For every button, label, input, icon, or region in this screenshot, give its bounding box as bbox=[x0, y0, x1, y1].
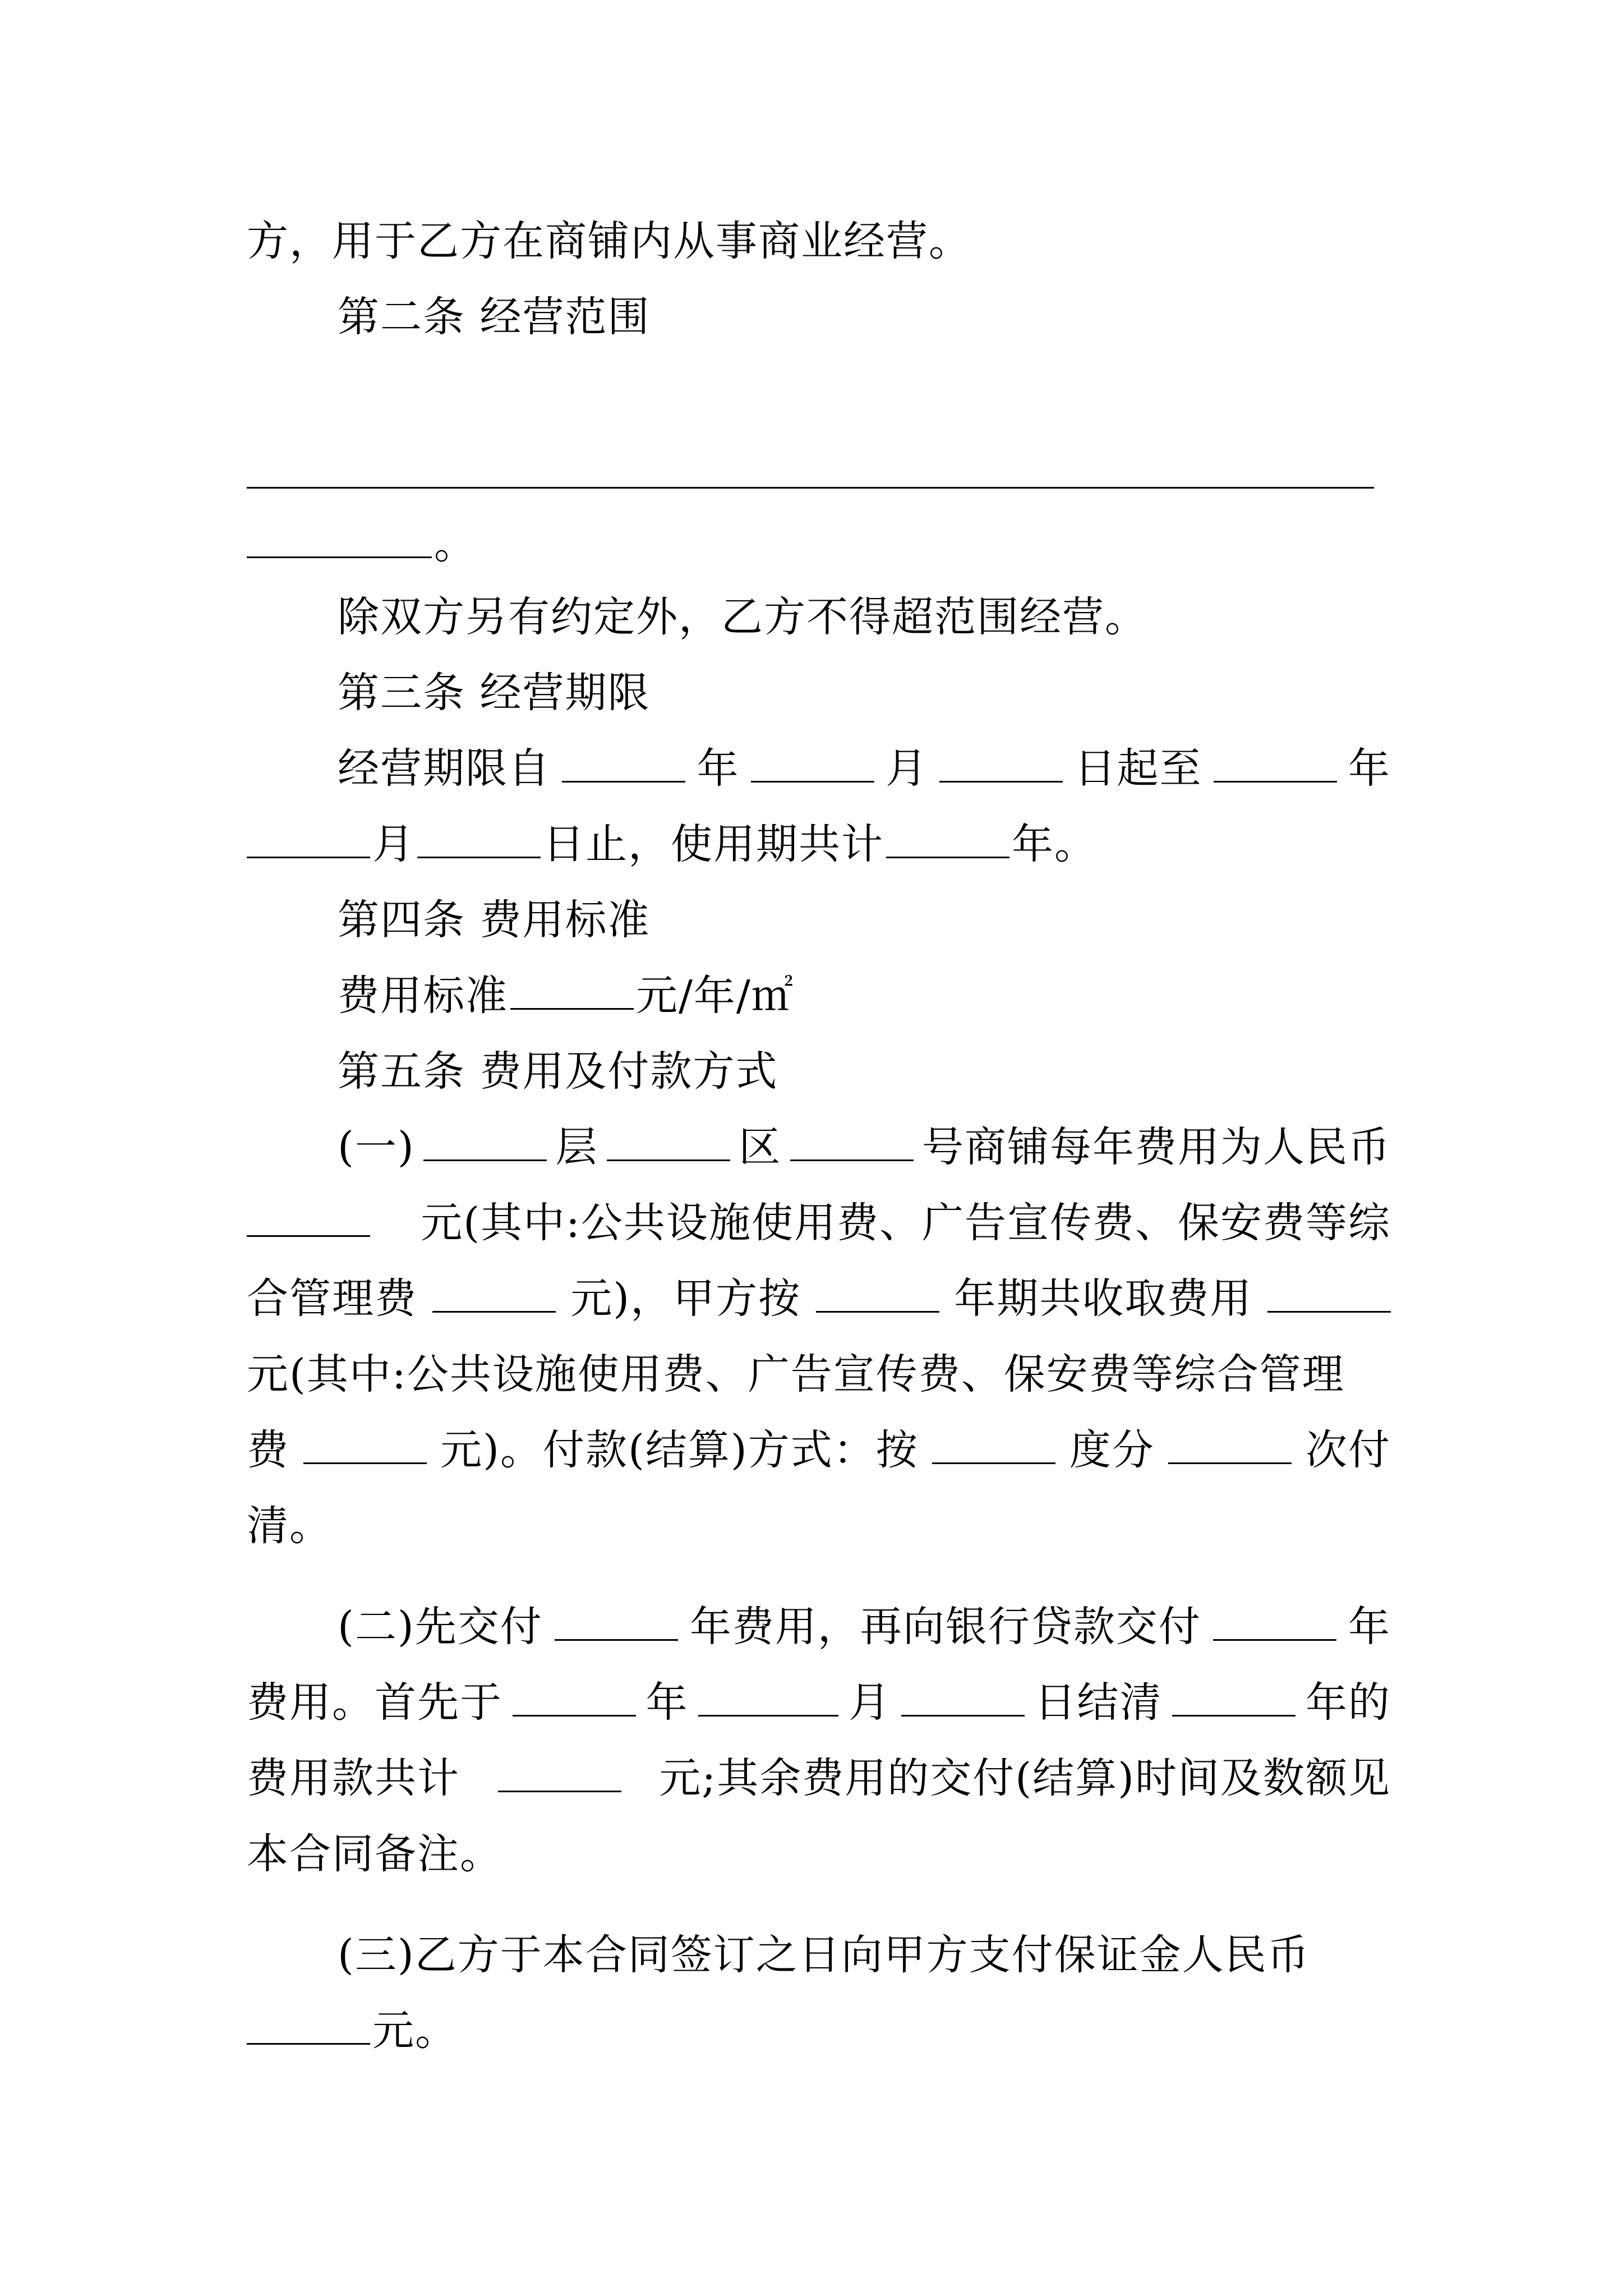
text-line-term-2: 月 日止，使用期共计 年。 bbox=[247, 816, 1391, 872]
blank-field bbox=[423, 1122, 547, 1161]
text-line-clause-3b: 元。 bbox=[247, 2003, 1391, 2059]
text-line-clause-2c: 费用款共计 元;其余费用的交付(结算)时间及数额见 bbox=[247, 1754, 1391, 1802]
blank-field bbox=[886, 819, 1009, 858]
blank-field bbox=[247, 819, 370, 858]
text-line-clause-2d: 本合同备注。 bbox=[247, 1830, 502, 1878]
text-line-fee-standard: 费用标准 元/年/㎡ bbox=[338, 972, 794, 1020]
blank-field bbox=[698, 1677, 838, 1717]
blank-field bbox=[1214, 743, 1337, 783]
blank-field bbox=[1172, 1677, 1295, 1717]
blank-field bbox=[247, 1198, 370, 1237]
blank-field bbox=[303, 1425, 427, 1464]
article-3-heading: 第三条 经营期限 bbox=[338, 669, 651, 717]
blank-field bbox=[247, 519, 432, 558]
text-line-clause-2b: 费用。首先于 年 月 日结清 年的 bbox=[247, 1678, 1391, 1727]
blank-field bbox=[498, 1753, 621, 1792]
blank-field bbox=[1267, 1273, 1391, 1313]
text-line-clause-1b: 元(其中:公共设施使用费、广告宣传费、保安费等综 bbox=[247, 1195, 1391, 1251]
blank-field bbox=[751, 743, 874, 783]
text-line-clause-1d: 元(其中:公共设施使用费、广告宣传费、保安费等综合管理 bbox=[247, 1350, 1345, 1398]
article-5-heading: 第五条 费用及付款方式 bbox=[338, 1047, 778, 1096]
blank-field bbox=[555, 1602, 678, 1641]
text-line-scope-note: 除双方另有约定外，乙方不得超范围经营。 bbox=[338, 593, 1147, 641]
blank-field bbox=[510, 970, 634, 1010]
blank-field bbox=[513, 1677, 636, 1717]
article-2-heading: 第二条 经营范围 bbox=[338, 293, 651, 341]
blank-field bbox=[790, 1122, 914, 1161]
fill-in-rule bbox=[247, 487, 1374, 489]
blank-field bbox=[1213, 1602, 1336, 1641]
blank-field bbox=[1168, 1425, 1292, 1464]
blank-field bbox=[562, 743, 685, 783]
article-4-heading: 第四条 费用标准 bbox=[338, 896, 651, 944]
blank-field bbox=[432, 1273, 556, 1313]
text-line-scope-end: 。 bbox=[247, 516, 1391, 572]
text-line-clause-1f: 清。 bbox=[247, 1502, 332, 1550]
blank-field bbox=[417, 819, 541, 858]
text-line-clause-1c: 合管理费 元)，甲方按 年期共收取费用 bbox=[247, 1271, 1391, 1327]
blank-field bbox=[247, 2005, 370, 2045]
text-line-clause-2a: (二)先交付 年费用，再向银行贷款交付 年 bbox=[338, 1603, 1391, 1651]
text-line-clause-3a: (三)乙方于本合同签订之日向甲方支付保证金人民币 bbox=[338, 1931, 1310, 1979]
blank-field bbox=[932, 1425, 1055, 1464]
blank-field bbox=[607, 1122, 730, 1161]
text-line-term-1: 经营期限自 年 月 日起至 年 bbox=[338, 744, 1391, 793]
text-line-1: 方，用于乙方在商铺内从事商业经营。 bbox=[247, 217, 971, 265]
text-line-clause-1e: 费 元)。付款(结算)方式：按 度分 次付 bbox=[247, 1426, 1391, 1474]
blank-field bbox=[939, 743, 1063, 783]
blank-field bbox=[816, 1273, 939, 1313]
blank-field bbox=[901, 1677, 1025, 1717]
text-line-clause-1a: (一) 层 区 号商铺每年费用为人民币 bbox=[338, 1123, 1391, 1171]
